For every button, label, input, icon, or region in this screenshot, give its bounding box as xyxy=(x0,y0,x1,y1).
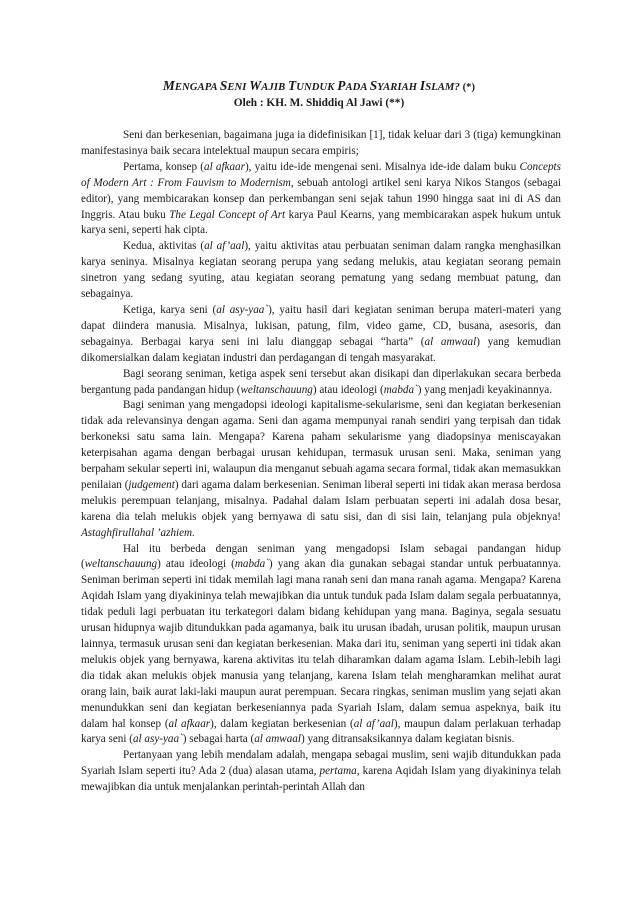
title-text: M xyxy=(162,78,175,93)
title-text: ENGAPA xyxy=(174,82,220,93)
paragraph-concepts xyxy=(81,160,561,240)
italic-term: mabda` xyxy=(383,383,418,396)
paragraph-text: Ketiga, karya seni ( xyxy=(123,303,217,316)
paragraph-intro xyxy=(81,128,561,160)
paragraph-text: Seni dan berkesenian, bagaimana juga ia didefinisikan [1], tidak keluar dari 3 (tiga) kemungkinan manifestasinya baik secara intelektual maupun secara empiris; xyxy=(81,129,561,157)
italic-term: al amwaal xyxy=(424,335,477,348)
book-title: The Legal Concept of Art xyxy=(169,208,286,221)
article-body xyxy=(81,128,561,796)
italic-term: al afkaar xyxy=(168,717,211,730)
paragraph-worldview xyxy=(81,367,561,399)
paragraph-secular xyxy=(81,398,561,541)
paragraph-text: Bagi seorang seniman, ketiga aspek seni tersebut akan disikapi dan diperlakukan secara berbeda bergantung pada pandangan hidup ( xyxy=(81,367,561,396)
title-text: T xyxy=(288,78,297,93)
title-text: ADA xyxy=(345,82,370,93)
italic-term: weltanschauung xyxy=(84,558,158,571)
paragraph-text: Pertanyaan yang lebih mendalam adalah, mengapa sebagai muslim, seni wajib ditundukkan pada Syariah Islam seperti itu? Ada 2 (dua) alasan utama, xyxy=(81,749,561,778)
italic-term: Astaghfirullahal ’azhiem. xyxy=(81,526,195,539)
paragraph-text: ) atau ideologi ( xyxy=(157,558,235,571)
paragraph-activities xyxy=(81,239,561,303)
paragraph-islamic xyxy=(81,542,561,749)
italic-term: al af’aal xyxy=(353,717,394,730)
title-text: I xyxy=(419,78,426,93)
italic-term: al asy-yaa` xyxy=(132,733,183,746)
paragraph-text: ) yang ditransaksikannya dalam kegiatan bisnis. xyxy=(300,733,515,746)
italic-term: pertama xyxy=(319,765,357,778)
paragraph-question xyxy=(81,748,561,796)
paragraph-text: ) yang menjadi keyakinannya. xyxy=(417,383,553,396)
title-text: P xyxy=(337,78,346,93)
italic-term: al af’aal xyxy=(204,240,245,253)
title-text: SLAM? xyxy=(425,82,460,93)
paragraph-text: ), yaitu hasil dari kegiatan seniman berupa materi-materi yang dapat diindera manusia. Misalnya, lukisan, patung, film, video game, CD, busana, asesoris, dan sebagainya. Berbagai karya seni ini lalu dianggap sebagai “harta” ( xyxy=(81,303,562,348)
paragraph-text: ), yaitu ide-ide mengenai seni. Misalnya ide-ide dalam buku xyxy=(244,160,520,173)
italic-term: al afkaar xyxy=(204,160,245,173)
italic-term: al asy-yaa` xyxy=(216,303,269,316)
title-text: UNDUK xyxy=(296,82,338,93)
paragraph-text: ), dalam kegiatan berkesenian ( xyxy=(210,717,354,730)
paragraph-text: karya Paul Kearns, yang membicarakan aspek hukum untuk karya seni, seperti hak cipta. xyxy=(81,208,561,237)
paragraph-text: ) atau ideologi ( xyxy=(312,383,384,396)
author-line: Oleh : KH. M. Shiddiq Al Jawi (**) xyxy=(233,97,405,109)
title-text: S xyxy=(219,78,228,93)
document-title xyxy=(0,78,638,94)
paragraph-text: ), yaitu aktivitas atau perbuatan seniman dalam rangka menghasilkan karya seninya. Misalnya kegiatan seorang perupa yang sedang melukis, atau kegiatan seorang pemain sinetron yang sedang syuting, atau kegiatan seorang pematung yang sedang membuat patung, dan sebagainya. xyxy=(81,240,561,301)
title-text: ENI xyxy=(227,82,250,93)
paragraph-text: Kedua, aktivitas ( xyxy=(123,240,205,253)
paragraph-text: , sebuah antologi artikel seni karya Nikos Stangos (sebagai editor), yang membicarakan konsep dan perkembangan seni sejak tahun 1990 hingga saat ini di AS dan Inggris. Atau buku xyxy=(81,176,561,221)
paragraph-text: ), maupun dalam perlakuan terhadap karya seni ( xyxy=(81,717,561,746)
italic-term: mabda` xyxy=(234,558,269,571)
paragraph-text: ) yang kemudian dikomersialkan dalam kegiatan industri dan perdagangan di tengah masyarakat. xyxy=(81,335,562,364)
footnote-marker: (*) xyxy=(459,82,476,93)
italic-term: al amwaal xyxy=(254,733,301,746)
paragraph-text: Pertama, konsep ( xyxy=(123,160,204,173)
book-title: Concepts of Modern Art : From Fauvism to Modernism xyxy=(81,160,561,189)
paragraph-text: Hal itu berbeda dengan seniman yang mengadopsi Islam sebagai pandangan hidup ( xyxy=(81,542,561,571)
paragraph-text: ) sebagai harta ( xyxy=(182,733,255,746)
paragraph-text: , karena Aqidah Islam yang diyakininya telah mewajibkan dia untuk menjalankan perintah-perintah Allah dan xyxy=(81,765,561,794)
paragraph-text: ) yang akan dia gunakan sebagai standar untuk perbuatannya. Seniman beriman seperti ini tidak memilah lagi mana ranah seni dan mana ranah agama. Mengapa? Karena Aqidah Islam yang diyakininya telah mewajibkan dia untuk tunduk pada Islam dalam segala perbuatannya, tidak peduli lagi perbuatan itu terkategori dalam bidang kehidupan yang mana. Baginya, segala sesuatu urusan hidupnya wajib ditundukkan pada agamanya, baik itu urusan ibadah, urusan politik, maupun urusan lainnya, termasuk urusan seni dan kegiatan berkesenian. Maka dari itu, seniman yang seperti ini tidak akan melukis objek yang bernyawa, karena aktivitas itu telah diharamkan dalam agama Islam. Lebih-lebih lagi dia tidak akan melukis objek manusia yang telanjang, karena Islam telah mengharamkan melihat aurat orang lain, baik aurat laki-laki maupun aurat perempuan. Secara ringkas, seniman muslim yang sejati akan menundukkan seni dan kegiatan berkeseniannya pada Syariah Islam, dalam semua aspeknya, baik itu dalam hal konsep ( xyxy=(81,558,561,730)
title-text: S xyxy=(369,78,378,93)
title-text: AJIB xyxy=(261,82,288,93)
paragraph-text: ) dari agama dalam berkesenian. Seniman liberal seperti ini tidak akan merasa berdosa melukis perempuan telanjang, misalnya. Padahal dalam Islam perbuatan seperti ini adalah dosa besar, karena dia telah melukis objek yang bernyawa di satu sisi, dan di sisi lain, telanjang pula objeknya! xyxy=(81,478,562,523)
paragraph-artworks xyxy=(81,303,561,367)
italic-term: weltanschauung xyxy=(240,383,313,396)
title-text: YARIAH xyxy=(377,82,420,93)
italic-term: judgement xyxy=(128,478,175,491)
title-text: W xyxy=(249,78,262,93)
paragraph-text: Bagi seniman yang mengadopsi ideologi kapitalisme-sekularisme, seni dan kegiatan berkesenian tidak ada relevansinya dengan agama. Seni dan agama mempunyai ranah sendiri yang terpisah dan tidak berkoneksi satu sama lain. Mengapa? Karena paham sekularisme yang diadopsinya meniscayakan keterpisahan agama dengan berbagai urusan kehidupan, termasuk urusan seni. Maka, seniman yang berpaham sekular seperti ini, walaupun dia menganut sebuah agama secara formal, tidak akan memasukkan penilaian ( xyxy=(81,399,561,491)
